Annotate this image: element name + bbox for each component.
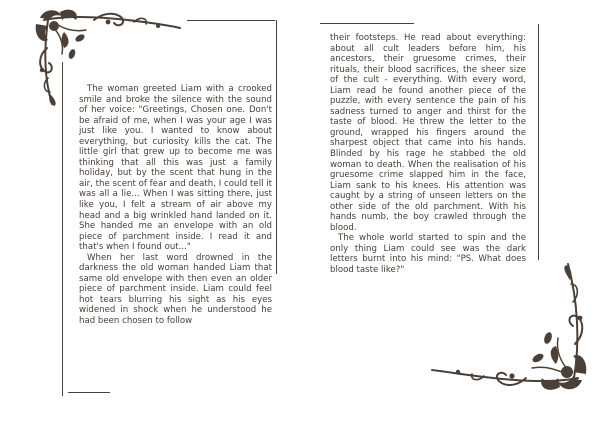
right-vertical-rule xyxy=(538,24,539,260)
bottom-rule-left xyxy=(68,392,110,393)
left-paragraph-2: When her last word drowned in the darkness the old woman handed Liam that same old envelope with then even an older piece of parchment inside. Liam could feel hot tears blurring his sight as his eyes widened in shock when he understood he had been chosen to follow xyxy=(79,252,272,327)
right-paragraph-1: their footsteps. He read about everything: about all cult leaders before him, his ancestors, their gruesome crimes, their rituals, their blood sacrifices, the sheer size of the cult - everything. With every word, Liam read he found another piece of the puzzle, with every sentence the pain of his sadness turned to anger and thirst for the taste of blood. He threw the letter to the ground, wrapped his fingers around the sharpest object that came into his hands. Blinded by his rage he stabbed the old woman to death. When the realisation of his gruesome crime slapped him in the face, Liam sank to his knees. His attention was caught by a string of unseen letters on the other side of the old parchment. With his hands numb, the boy crawled through the blood. xyxy=(330,33,526,233)
right-paragraph-2: The whole world started to spin and the only thing Liam could see was the dark letters burnt into his mind: "PS. What does blood taste like?" xyxy=(330,233,526,276)
flourish-corner-icon xyxy=(428,258,588,392)
right-vertical-rule-left-page xyxy=(276,20,277,274)
top-rule-right xyxy=(320,23,414,24)
left-paragraph-1: The woman greeted Liam with a crooked smile and broke the silence with the sound of her voice: "Greetings, Chosen one. Don't be afraid of me, when I was your age I was just like you. I wanted to know about everything, but curiosity kills the cat. The little girl that grew up to become me was thinking that all this was just a family holiday, but by the scent that hung in the air, the scent of fear and death, I could tell it was all a lie... When I was sitting there, just like you, I felt a stream of air above my head and a big wrinkled hand landed on it. She handed me an envelope with an old piece of parchment inside. I read it and that's when I found out..." xyxy=(79,84,272,253)
top-rule-left xyxy=(187,20,275,21)
left-text-column xyxy=(79,84,272,327)
right-text-column xyxy=(330,33,526,276)
left-vertical-rule xyxy=(62,62,63,396)
